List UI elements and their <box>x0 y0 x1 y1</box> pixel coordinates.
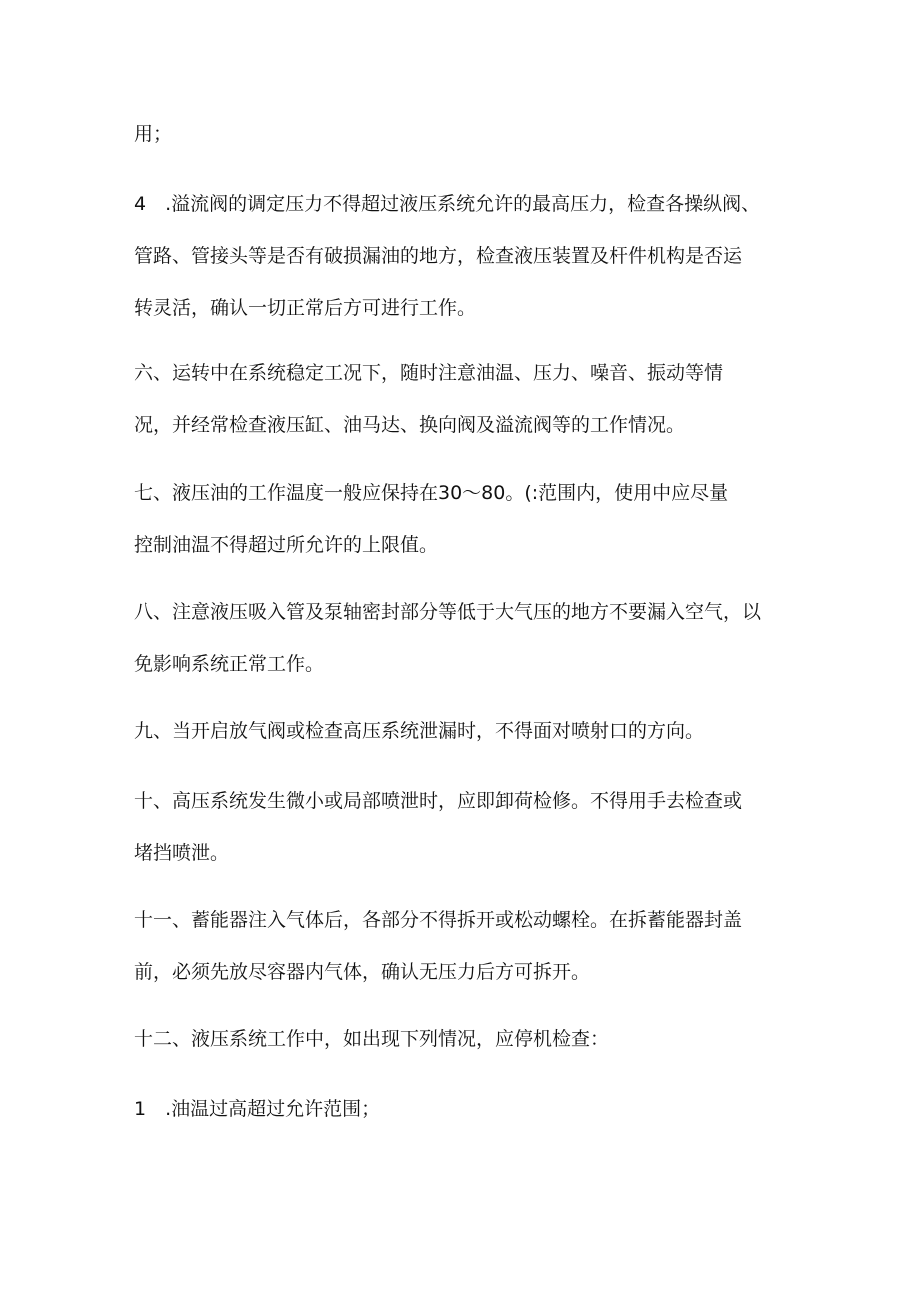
text-line: 七、液压油的工作温度一般应保持在30～80。(:范围内，使用中应尽量 <box>134 482 729 504</box>
paragraph-section-10 <box>134 775 794 879</box>
text-line: 十一、蓄能器注入气体后，各部分不得拆开或松动螺栓。在拆蓄能器封盖 <box>134 909 743 931</box>
text-line: 前，必须先放尽容器内气体，确认无压力后方可拆开。 <box>134 961 591 983</box>
text-line: 1 .油温过高超过允许范围； <box>134 1098 381 1120</box>
text-line: 管路、管接头等是否有破损漏油的地方，检查液压装置及杆件机构是否运 <box>134 245 743 267</box>
text-line: 八、注意液压吸入管及泵轴密封部分等低于大气压的地方不要漏入空气，以 <box>134 601 762 623</box>
paragraph-section-7 <box>134 467 794 571</box>
text-line: 况，并经常检查液压缸、油马达、换向阀及溢流阀等的工作情况。 <box>134 414 686 436</box>
paragraph-item-1 <box>134 1083 794 1135</box>
text-line: 九、当开启放气阀或检查高压系统泄漏时，不得面对喷射口的方向。 <box>134 720 705 742</box>
paragraph-section-11 <box>134 894 794 998</box>
paragraph-section-12 <box>134 1013 794 1065</box>
text-line: 十、高压系统发生微小或局部喷泄时，应即卸荷检修。不得用手去检查或 <box>134 790 743 812</box>
paragraph-section-8 <box>134 586 794 690</box>
text-line: 十二、液压系统工作中，如出现下列情况，应停机检查： <box>134 1028 610 1050</box>
text-line: 用； <box>134 123 173 145</box>
paragraph-section-9 <box>134 705 794 757</box>
text-line: 控制油温不得超过所允许的上限值。 <box>134 534 439 556</box>
text-line: 转灵活，确认一切正常后方可进行工作。 <box>134 297 477 319</box>
paragraph-continuation <box>134 108 794 160</box>
paragraph-item-4 <box>134 178 794 334</box>
paragraph-section-6 <box>134 347 794 451</box>
text-line: 4 .溢流阀的调定压力不得超过液压系统允许的最高压力，检查各操纵阀、 <box>134 193 761 215</box>
text-line: 免影响系统正常工作。 <box>134 653 325 675</box>
text-line: 堵挡喷泄。 <box>134 842 230 864</box>
text-line: 六、运转中在系统稳定工况下，随时注意油温、压力、噪音、振动等情 <box>134 362 724 384</box>
